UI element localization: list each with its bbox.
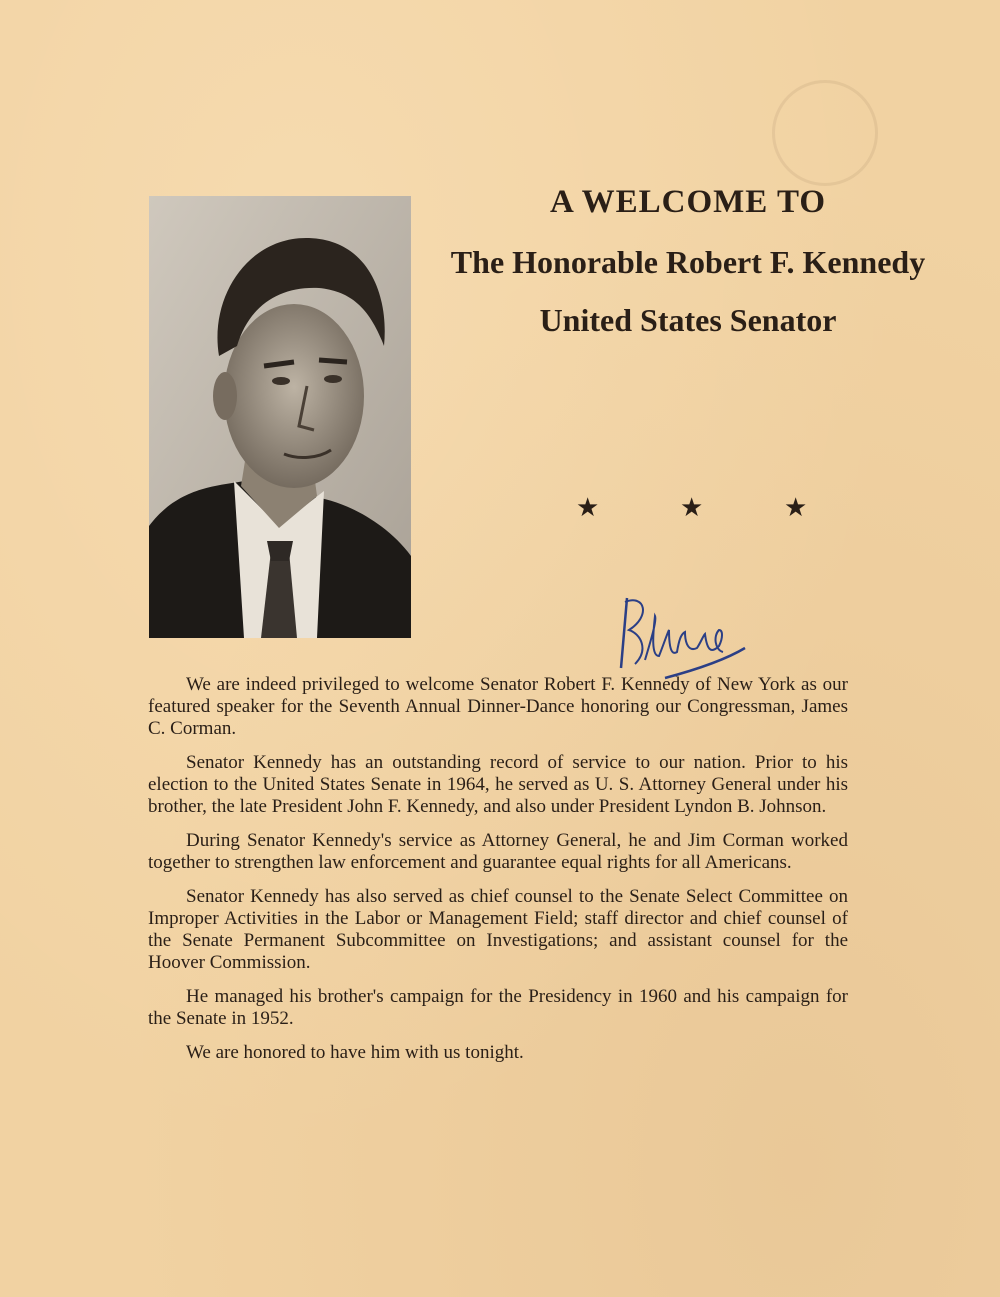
body-paragraph: During Senator Kennedy's service as Attorney General, he and Jim Corman worked together to strengthen law enforcement and guarantee equal rights for all Americans. xyxy=(148,830,848,873)
senator-portrait-photo xyxy=(149,196,411,638)
bleed-through-seal xyxy=(772,80,878,186)
body-paragraph: He managed his brother's campaign for the Presidency in 1960 and his campaign for the Senate in 1952. xyxy=(148,986,848,1029)
honoree-title: United States Senator xyxy=(539,302,837,338)
portrait-photo-icon xyxy=(149,196,411,638)
welcome-letter-body xyxy=(148,674,848,1076)
honoree-name: The Honorable Robert F. Kennedy xyxy=(450,244,926,280)
welcome-heading: A WELCOME TO xyxy=(549,184,827,220)
star-icon: ★ xyxy=(784,493,808,523)
star-icon: ★ xyxy=(680,493,704,523)
star-icon: ★ xyxy=(576,493,600,523)
star-ornament-row xyxy=(560,490,820,526)
body-paragraph: We are indeed privileged to welcome Senator Robert F. Kennedy of New York as our featured speaker for the Seventh Annual Dinner-Dance honoring our Congressman, James C. Corman. xyxy=(148,674,848,739)
body-paragraph: Senator Kennedy has also served as chief counsel to the Senate Select Committee on Improper Activities in the Labor or Management Field; staff director and chief counsel of the Senate Permanent Subcommittee on Investigations; and assistant counsel for the Hoover Commission. xyxy=(148,886,848,973)
body-paragraph: We are honored to have him with us tonight. xyxy=(186,1042,524,1063)
body-paragraph: Senator Kennedy has an outstanding record of service to our nation. Prior to his election to the United States Senate in 1964, he served as U. S. Attorney General under his brother, the late President John F. Kennedy, and also under President Lyndon B. Johnson. xyxy=(148,752,848,817)
